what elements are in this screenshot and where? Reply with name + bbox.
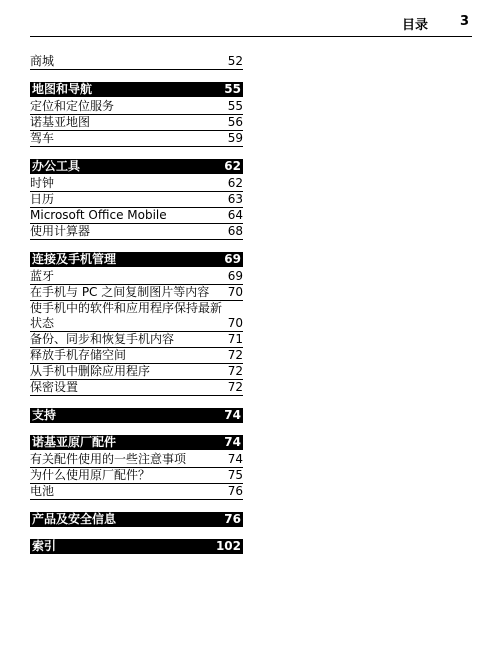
toc-section-heading[interactable]: [30, 82, 243, 97]
toc-entry-page: 70: [227, 285, 243, 299]
toc-entry-label: 有关配件使用的一些注意事项: [30, 452, 187, 466]
toc-entry-label: 商城: [30, 54, 55, 68]
toc-entry[interactable]: [30, 301, 243, 332]
toc-entry-page: 72: [227, 380, 243, 394]
toc-entry-label: 驾车: [30, 131, 55, 145]
toc-section: [30, 159, 243, 240]
toc-entry-label: 为什么使用原厂配件？: [30, 468, 151, 482]
toc-entry-page: 69: [227, 269, 243, 283]
table-of-contents: [30, 54, 243, 566]
toc-entry-label: Microsoft Office Mobile: [30, 208, 167, 222]
toc-heading-page: 74: [224, 408, 241, 422]
toc-section: [30, 435, 243, 500]
toc-section: [30, 408, 243, 423]
toc-entry-label: 备份、同步和恢复手机内容: [30, 332, 175, 346]
toc-heading-label: 连接及手机管理: [32, 252, 117, 266]
toc-entry[interactable]: [30, 380, 243, 396]
toc-heading-label: 地图和导航: [32, 82, 93, 96]
toc-heading-label: 支持: [32, 408, 57, 422]
toc-entry-page: 56: [227, 115, 243, 129]
toc-entry[interactable]: [30, 208, 243, 224]
toc-entry[interactable]: [30, 192, 243, 208]
toc-entry[interactable]: [30, 224, 243, 240]
toc-heading-page: 69: [224, 252, 241, 266]
toc-heading-page: 55: [224, 82, 241, 96]
toc-entry-page: 68: [227, 224, 243, 238]
toc-heading-label: 产品及安全信息: [32, 512, 117, 526]
toc-entry[interactable]: [30, 54, 243, 70]
toc-entry[interactable]: [30, 468, 243, 484]
toc-entry-label: 日历: [30, 192, 55, 206]
toc-entry[interactable]: [30, 452, 243, 468]
toc-section-heading[interactable]: [30, 408, 243, 423]
toc-entry-page: 64: [227, 208, 243, 222]
toc-entry[interactable]: [30, 484, 243, 500]
toc-section-heading[interactable]: [30, 539, 243, 554]
toc-entry[interactable]: [30, 364, 243, 380]
toc-entry[interactable]: [30, 332, 243, 348]
toc-section: [30, 54, 243, 70]
toc-entry-label: 在手机与 PC 之间复制图片等内容: [30, 285, 210, 299]
toc-entry-page: 55: [227, 99, 243, 113]
toc-entry-page: 71: [227, 332, 243, 346]
toc-section: [30, 252, 243, 396]
toc-entry-label: 蓝牙: [30, 269, 55, 283]
toc-entry-page: 72: [227, 348, 243, 362]
toc-entry-page: 52: [227, 54, 243, 68]
toc-heading-page: 74: [224, 435, 241, 449]
toc-entry-label: 时钟: [30, 176, 55, 190]
toc-heading-label: 索引: [32, 539, 57, 553]
toc-heading-label: 办公工具: [32, 159, 81, 173]
toc-entry-label: 释放手机存储空间: [30, 348, 127, 362]
toc-entry[interactable]: [30, 99, 243, 115]
toc-section-heading[interactable]: [30, 252, 243, 267]
toc-entry[interactable]: [30, 176, 243, 192]
toc-entry-label: 使用计算器: [30, 224, 91, 238]
toc-entry-page: 63: [227, 192, 243, 206]
page-title: 目录: [402, 18, 429, 33]
toc-entry-page: 72: [227, 364, 243, 378]
toc-heading-page: 102: [215, 539, 241, 553]
toc-entry-page: 74: [227, 452, 243, 466]
toc-entry-page: 62: [227, 176, 243, 190]
toc-entry-page: 75: [227, 468, 243, 482]
toc-heading-page: 76: [224, 512, 241, 526]
toc-entry-label: 定位和定位服务: [30, 99, 115, 113]
toc-entry-label: 诺基亚地图: [30, 115, 91, 129]
page-number: 3: [460, 14, 470, 29]
toc-section: [30, 82, 243, 147]
toc-section-heading[interactable]: [30, 435, 243, 450]
toc-entry[interactable]: [30, 131, 243, 147]
toc-heading-label: 诺基亚原厂配件: [32, 435, 117, 449]
toc-entry-label: 电池: [30, 484, 55, 498]
toc-section: [30, 539, 243, 554]
toc-entry[interactable]: [30, 115, 243, 131]
toc-entry-label: 使手机中的软件和应用程序保持最新状态: [30, 301, 223, 330]
toc-entry-label: 从手机中删除应用程序: [30, 364, 151, 378]
toc-entry-page: 59: [227, 131, 243, 145]
toc-entry[interactable]: [30, 285, 243, 301]
header-rule: [30, 36, 472, 37]
toc-heading-page: 62: [224, 159, 241, 173]
toc-entry-page: 70: [227, 316, 243, 330]
toc-entry-page: 76: [227, 484, 243, 498]
toc-entry[interactable]: [30, 348, 243, 364]
toc-section: [30, 512, 243, 527]
toc-section-heading[interactable]: [30, 159, 243, 174]
toc-section-heading[interactable]: [30, 512, 243, 527]
toc-entry-label: 保密设置: [30, 380, 79, 394]
toc-entry[interactable]: [30, 269, 243, 285]
